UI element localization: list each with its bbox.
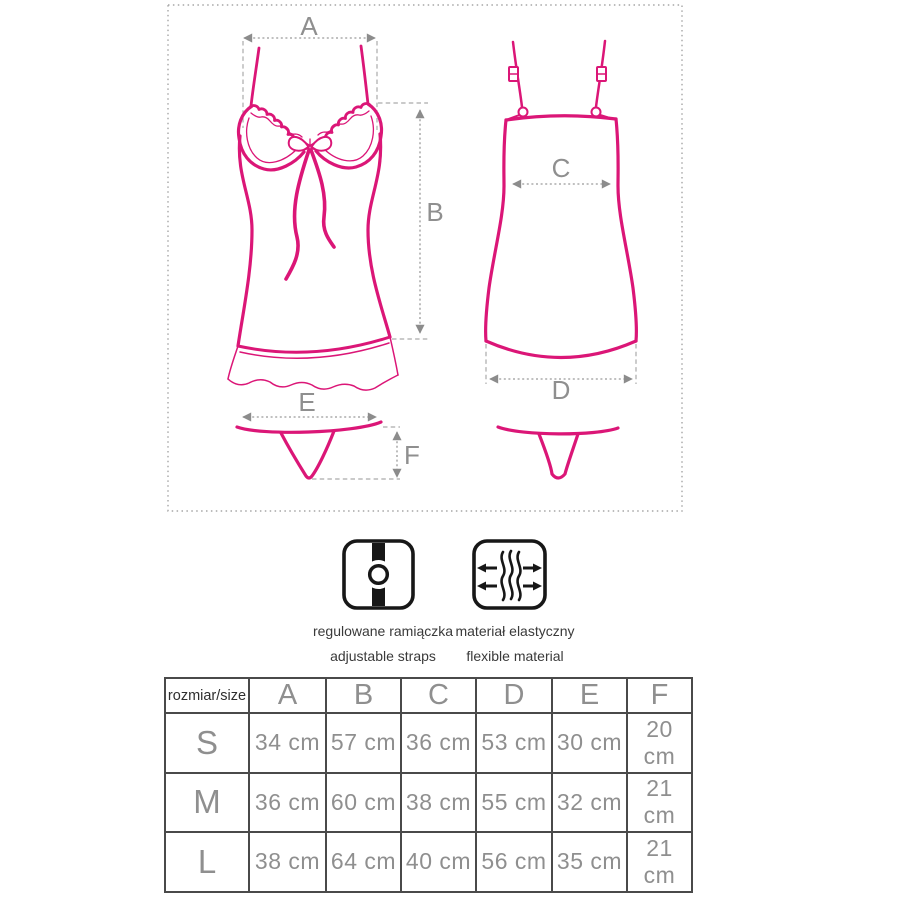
column-header-D: D [476, 678, 552, 713]
cell-value: 21 cm [627, 773, 692, 833]
column-header-A: A [249, 678, 326, 713]
size-label: S [165, 713, 249, 773]
cell-value: 64 cm [326, 832, 401, 892]
table-row-S [165, 713, 692, 773]
size-table [164, 677, 691, 888]
table-row-L [165, 832, 692, 892]
column-header-B: B [326, 678, 401, 713]
cell-value: 21 cm [627, 832, 692, 892]
cell-value: 53 cm [476, 713, 552, 773]
cell-value: 32 cm [552, 773, 627, 833]
flexible-material-label-pl: materiał elastyczny [455, 623, 575, 639]
chemise-back-drawing [486, 41, 637, 478]
cell-value: 57 cm [326, 713, 401, 773]
strap-adjuster-icon [509, 67, 606, 81]
corner-label: rozmiar/size [165, 678, 249, 713]
strap-ring-icon [519, 108, 528, 117]
dim-label-c: C [551, 153, 571, 183]
flexible-material-label-en: flexible material [466, 648, 564, 664]
table-row-M [165, 773, 692, 833]
column-header-E: E [552, 678, 627, 713]
adjustable-straps-icon [342, 539, 415, 610]
cell-value: 36 cm [249, 773, 326, 833]
cell-value: 30 cm [552, 713, 627, 773]
cell-value: 20 cm [627, 713, 692, 773]
column-header-F: F [627, 678, 692, 713]
size-label: M [165, 773, 249, 833]
cell-value: 38 cm [401, 773, 476, 833]
dim-label-b: B [426, 197, 444, 227]
thong-back-drawing [498, 427, 618, 478]
size-table-header [164, 677, 693, 714]
flexible-material-icon [472, 539, 547, 610]
column-header-C: C [401, 678, 476, 713]
cell-value: 34 cm [249, 713, 326, 773]
cell-value: 55 cm [476, 773, 552, 833]
cell-value: 38 cm [249, 832, 326, 892]
thong-front-drawing [237, 422, 381, 478]
cell-value: 35 cm [552, 832, 627, 892]
dim-label-f: F [404, 440, 420, 470]
cell-value: 60 cm [326, 773, 401, 833]
cell-value: 56 cm [476, 832, 552, 892]
dim-label-a: A [300, 11, 318, 41]
adjustable-straps-label-pl: regulowane ramiączka [312, 623, 454, 639]
cell-value: 36 cm [401, 713, 476, 773]
adjustable-straps-label-en: adjustable straps [330, 648, 436, 664]
size-label: L [165, 832, 249, 892]
dim-label-e: E [298, 387, 316, 417]
cell-value: 40 cm [401, 832, 476, 892]
size-table-body [164, 712, 693, 893]
dim-label-d: D [551, 375, 571, 405]
